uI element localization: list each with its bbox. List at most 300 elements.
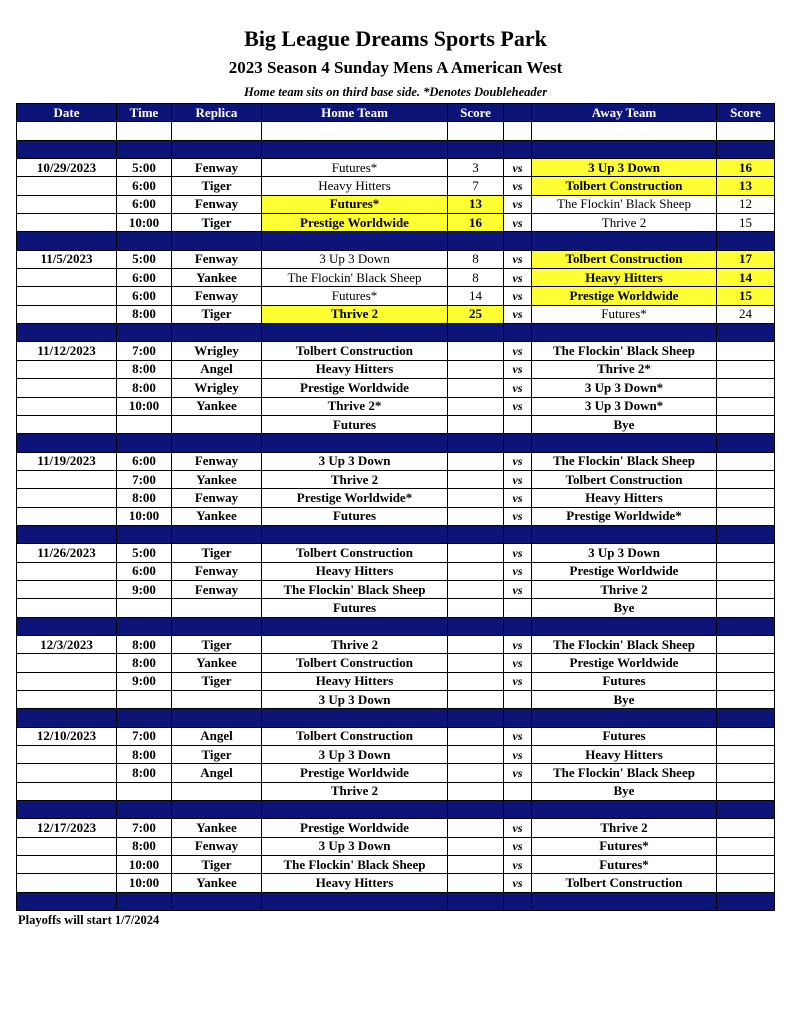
home-score — [448, 507, 504, 525]
game-date — [17, 782, 117, 800]
away-score — [717, 544, 775, 562]
game-time — [117, 599, 172, 617]
game-time: 8:00 — [117, 654, 172, 672]
home-team: Heavy Hitters — [262, 874, 448, 892]
table-row — [17, 672, 775, 690]
away-score — [717, 635, 775, 653]
playoffs-note: Playoffs will start 1/7/2024 — [18, 913, 160, 927]
game-date — [17, 856, 117, 874]
table-row — [17, 580, 775, 598]
away-team: Futures* — [532, 856, 717, 874]
game-date — [17, 214, 117, 232]
away-team: 3 Up 3 Down — [532, 159, 717, 177]
game-time — [117, 415, 172, 433]
table-row — [17, 654, 775, 672]
table-row — [17, 507, 775, 525]
versus-label: vs — [504, 250, 532, 268]
home-score — [448, 782, 504, 800]
game-time: 5:00 — [117, 159, 172, 177]
game-replica: Fenway — [172, 489, 262, 507]
game-replica — [172, 599, 262, 617]
game-time: 9:00 — [117, 580, 172, 598]
game-time: 8:00 — [117, 746, 172, 764]
versus-label: vs — [504, 580, 532, 598]
game-time: 7:00 — [117, 470, 172, 488]
away-team: Tolbert Construction — [532, 874, 717, 892]
game-time: 8:00 — [117, 635, 172, 653]
home-team: 3 Up 3 Down — [262, 691, 448, 709]
away-score — [717, 507, 775, 525]
home-score — [448, 489, 504, 507]
home-team: Futures — [262, 599, 448, 617]
table-row — [17, 415, 775, 433]
home-team: Prestige Worldwide — [262, 764, 448, 782]
home-team: Futures — [262, 507, 448, 525]
versus-label: vs — [504, 379, 532, 397]
away-team: 3 Up 3 Down — [532, 544, 717, 562]
versus-label: vs — [504, 654, 532, 672]
home-score — [448, 764, 504, 782]
table-row — [17, 470, 775, 488]
game-date: 10/29/2023 — [17, 159, 117, 177]
away-score: 17 — [717, 250, 775, 268]
away-score — [717, 746, 775, 764]
home-team: Tolbert Construction — [262, 654, 448, 672]
game-replica: Tiger — [172, 746, 262, 764]
game-time: 10:00 — [117, 214, 172, 232]
versus-label: vs — [504, 819, 532, 837]
versus-label: vs — [504, 764, 532, 782]
home-score — [448, 727, 504, 745]
game-date — [17, 672, 117, 690]
versus-label — [504, 415, 532, 433]
column-header-home-score: Score — [448, 104, 504, 122]
game-date: 11/5/2023 — [17, 250, 117, 268]
table-row — [17, 195, 775, 213]
game-date: 11/19/2023 — [17, 452, 117, 470]
table-row — [17, 782, 775, 800]
game-time: 10:00 — [117, 507, 172, 525]
away-score: 15 — [717, 287, 775, 305]
home-score — [448, 360, 504, 378]
game-replica: Fenway — [172, 195, 262, 213]
game-replica: Fenway — [172, 452, 262, 470]
away-team: Futures — [532, 727, 717, 745]
home-score — [448, 452, 504, 470]
game-date — [17, 305, 117, 323]
away-team: Tolbert Construction — [532, 250, 717, 268]
table-row — [17, 691, 775, 709]
home-score — [448, 342, 504, 360]
game-replica — [172, 415, 262, 433]
table-row — [17, 452, 775, 470]
week-separator — [17, 324, 775, 342]
versus-label: vs — [504, 159, 532, 177]
game-date — [17, 470, 117, 488]
schedule-table — [16, 103, 775, 911]
game-replica: Tiger — [172, 177, 262, 195]
week-separator — [17, 434, 775, 452]
home-score — [448, 635, 504, 653]
table-row — [17, 727, 775, 745]
game-replica: Tiger — [172, 544, 262, 562]
away-team: Bye — [532, 415, 717, 433]
home-score — [448, 379, 504, 397]
away-score — [717, 782, 775, 800]
home-team: The Flockin' Black Sheep — [262, 269, 448, 287]
game-replica: Tiger — [172, 635, 262, 653]
table-row — [17, 819, 775, 837]
versus-label: vs — [504, 397, 532, 415]
week-separator — [17, 892, 775, 910]
home-score — [448, 837, 504, 855]
table-row — [17, 874, 775, 892]
home-score: 7 — [448, 177, 504, 195]
home-team: Tolbert Construction — [262, 544, 448, 562]
away-score — [717, 452, 775, 470]
table-row — [17, 635, 775, 653]
game-replica: Yankee — [172, 507, 262, 525]
schedule-note: Home team sits on third base side. *Denotes Doubleheader — [243, 85, 548, 99]
game-time: 6:00 — [117, 287, 172, 305]
game-replica: Yankee — [172, 819, 262, 837]
column-header-home-team: Home Team — [262, 104, 448, 122]
versus-label — [504, 691, 532, 709]
game-time: 7:00 — [117, 819, 172, 837]
away-score — [717, 342, 775, 360]
home-team: Prestige Worldwide — [262, 819, 448, 837]
home-score — [448, 746, 504, 764]
away-score — [717, 654, 775, 672]
page-subtitle: 2023 Season 4 Sunday Mens A American West — [228, 58, 563, 77]
away-score: 16 — [717, 159, 775, 177]
game-time: 8:00 — [117, 764, 172, 782]
game-date: 12/17/2023 — [17, 819, 117, 837]
game-date — [17, 269, 117, 287]
home-team: Tolbert Construction — [262, 727, 448, 745]
home-team: Futures* — [262, 287, 448, 305]
away-score — [717, 379, 775, 397]
versus-label: vs — [504, 837, 532, 855]
game-time: 6:00 — [117, 195, 172, 213]
home-score — [448, 397, 504, 415]
away-score — [717, 599, 775, 617]
home-team: Heavy Hitters — [262, 672, 448, 690]
away-score: 15 — [717, 214, 775, 232]
versus-label: vs — [504, 470, 532, 488]
game-replica — [172, 691, 262, 709]
game-replica: Tiger — [172, 305, 262, 323]
versus-label: vs — [504, 195, 532, 213]
away-team: Thrive 2* — [532, 360, 717, 378]
away-score — [717, 691, 775, 709]
home-score — [448, 654, 504, 672]
home-score: 3 — [448, 159, 504, 177]
home-score — [448, 580, 504, 598]
away-score — [717, 562, 775, 580]
away-score — [717, 360, 775, 378]
column-header-replica: Replica — [172, 104, 262, 122]
week-separator — [17, 617, 775, 635]
versus-label: vs — [504, 269, 532, 287]
away-team: 3 Up 3 Down* — [532, 379, 717, 397]
versus-label: vs — [504, 305, 532, 323]
table-row — [17, 599, 775, 617]
away-score — [717, 489, 775, 507]
game-time: 6:00 — [117, 177, 172, 195]
versus-label: vs — [504, 177, 532, 195]
game-replica: Yankee — [172, 874, 262, 892]
versus-label: vs — [504, 287, 532, 305]
versus-label — [504, 599, 532, 617]
home-team: Heavy Hitters — [262, 177, 448, 195]
week-separator — [17, 709, 775, 727]
versus-label: vs — [504, 856, 532, 874]
home-team: Thrive 2* — [262, 397, 448, 415]
game-date: 12/10/2023 — [17, 727, 117, 745]
column-header-date: Date — [17, 104, 117, 122]
away-team: Bye — [532, 782, 717, 800]
game-time: 7:00 — [117, 727, 172, 745]
away-team: The Flockin' Black Sheep — [532, 452, 717, 470]
away-team: Thrive 2 — [532, 819, 717, 837]
away-team: Heavy Hitters — [532, 746, 717, 764]
table-row — [17, 159, 775, 177]
away-score: 14 — [717, 269, 775, 287]
table-row — [17, 764, 775, 782]
game-date — [17, 562, 117, 580]
game-replica: Wrigley — [172, 379, 262, 397]
away-team: The Flockin' Black Sheep — [532, 635, 717, 653]
home-score: 8 — [448, 250, 504, 268]
game-replica: Tiger — [172, 672, 262, 690]
home-score — [448, 819, 504, 837]
game-date — [17, 360, 117, 378]
table-row — [17, 379, 775, 397]
home-team: Futures — [262, 415, 448, 433]
game-date — [17, 287, 117, 305]
week-separator — [17, 232, 775, 250]
table-row — [17, 837, 775, 855]
home-score — [448, 562, 504, 580]
home-team: 3 Up 3 Down — [262, 250, 448, 268]
home-score: 16 — [448, 214, 504, 232]
game-replica: Fenway — [172, 837, 262, 855]
away-score — [717, 580, 775, 598]
table-header-row — [17, 104, 775, 122]
home-score — [448, 599, 504, 617]
game-replica: Fenway — [172, 250, 262, 268]
home-score: 14 — [448, 287, 504, 305]
game-replica: Tiger — [172, 856, 262, 874]
away-team: Prestige Worldwide — [532, 654, 717, 672]
away-team: Thrive 2 — [532, 580, 717, 598]
home-team: 3 Up 3 Down — [262, 746, 448, 764]
versus-label: vs — [504, 342, 532, 360]
home-score — [448, 672, 504, 690]
home-team: Prestige Worldwide — [262, 379, 448, 397]
table-row — [17, 214, 775, 232]
game-date — [17, 599, 117, 617]
away-score: 12 — [717, 195, 775, 213]
home-team: Prestige Worldwide — [262, 214, 448, 232]
table-row — [17, 544, 775, 562]
game-date — [17, 837, 117, 855]
away-team: Prestige Worldwide — [532, 287, 717, 305]
week-separator — [17, 801, 775, 819]
away-score — [717, 727, 775, 745]
versus-label: vs — [504, 452, 532, 470]
game-time: 10:00 — [117, 397, 172, 415]
versus-label: vs — [504, 544, 532, 562]
versus-label: vs — [504, 489, 532, 507]
game-time: 8:00 — [117, 489, 172, 507]
away-team: The Flockin' Black Sheep — [532, 764, 717, 782]
away-team: Prestige Worldwide — [532, 562, 717, 580]
column-header-vs — [504, 104, 532, 122]
away-score — [717, 856, 775, 874]
game-time: 8:00 — [117, 305, 172, 323]
home-score — [448, 691, 504, 709]
away-score — [717, 837, 775, 855]
game-date: 12/3/2023 — [17, 635, 117, 653]
away-score: 13 — [717, 177, 775, 195]
game-replica: Yankee — [172, 470, 262, 488]
game-replica: Yankee — [172, 269, 262, 287]
home-score — [448, 856, 504, 874]
away-score — [717, 672, 775, 690]
away-team: Futures* — [532, 305, 717, 323]
game-date — [17, 195, 117, 213]
away-team: Prestige Worldwide* — [532, 507, 717, 525]
home-team: Heavy Hitters — [262, 562, 448, 580]
away-team: 3 Up 3 Down* — [532, 397, 717, 415]
away-score — [717, 470, 775, 488]
game-replica: Fenway — [172, 159, 262, 177]
home-score — [448, 544, 504, 562]
home-score — [448, 415, 504, 433]
game-date — [17, 415, 117, 433]
home-team: 3 Up 3 Down — [262, 837, 448, 855]
game-time: 9:00 — [117, 672, 172, 690]
game-replica: Fenway — [172, 562, 262, 580]
game-replica: Angel — [172, 727, 262, 745]
game-time: 6:00 — [117, 269, 172, 287]
page-title: Big League Dreams Sports Park — [244, 26, 547, 51]
away-team: Tolbert Construction — [532, 470, 717, 488]
home-team: The Flockin' Black Sheep — [262, 580, 448, 598]
away-team: The Flockin' Black Sheep — [532, 195, 717, 213]
game-date — [17, 489, 117, 507]
game-date: 11/12/2023 — [17, 342, 117, 360]
versus-label: vs — [504, 562, 532, 580]
away-score — [717, 397, 775, 415]
column-header-away-score: Score — [717, 104, 775, 122]
versus-label: vs — [504, 635, 532, 653]
game-time — [117, 691, 172, 709]
game-time: 10:00 — [117, 856, 172, 874]
away-team: Bye — [532, 599, 717, 617]
versus-label: vs — [504, 507, 532, 525]
away-team: Thrive 2 — [532, 214, 717, 232]
away-score — [717, 764, 775, 782]
table-row — [17, 305, 775, 323]
table-row — [17, 856, 775, 874]
home-team: Futures* — [262, 195, 448, 213]
game-replica: Fenway — [172, 287, 262, 305]
game-date — [17, 507, 117, 525]
table-row — [17, 177, 775, 195]
game-date — [17, 691, 117, 709]
game-time: 5:00 — [117, 544, 172, 562]
game-time: 7:00 — [117, 342, 172, 360]
game-time: 8:00 — [117, 837, 172, 855]
week-separator — [17, 140, 775, 158]
away-score — [717, 874, 775, 892]
home-team: Tolbert Construction — [262, 342, 448, 360]
game-time: 10:00 — [117, 874, 172, 892]
game-date — [17, 397, 117, 415]
home-team: 3 Up 3 Down — [262, 452, 448, 470]
game-date — [17, 654, 117, 672]
table-row — [17, 489, 775, 507]
game-replica: Yankee — [172, 397, 262, 415]
away-team: Bye — [532, 691, 717, 709]
game-time: 8:00 — [117, 360, 172, 378]
game-date — [17, 580, 117, 598]
home-team: Thrive 2 — [262, 470, 448, 488]
versus-label: vs — [504, 746, 532, 764]
away-team: Heavy Hitters — [532, 269, 717, 287]
game-date — [17, 764, 117, 782]
table-row — [17, 287, 775, 305]
home-score — [448, 470, 504, 488]
home-team: Futures* — [262, 159, 448, 177]
game-replica — [172, 782, 262, 800]
home-score — [448, 874, 504, 892]
home-team: The Flockin' Black Sheep — [262, 856, 448, 874]
blank-row — [17, 122, 775, 140]
away-score — [717, 819, 775, 837]
home-team: Prestige Worldwide* — [262, 489, 448, 507]
versus-label: vs — [504, 727, 532, 745]
game-replica: Angel — [172, 360, 262, 378]
home-score: 8 — [448, 269, 504, 287]
game-replica: Tiger — [172, 214, 262, 232]
game-date — [17, 874, 117, 892]
home-score: 25 — [448, 305, 504, 323]
away-score — [717, 415, 775, 433]
column-header-away-team: Away Team — [532, 104, 717, 122]
table-row — [17, 746, 775, 764]
week-separator — [17, 525, 775, 543]
game-replica: Yankee — [172, 654, 262, 672]
game-date — [17, 746, 117, 764]
game-date: 11/26/2023 — [17, 544, 117, 562]
game-replica: Angel — [172, 764, 262, 782]
away-team: The Flockin' Black Sheep — [532, 342, 717, 360]
game-time: 5:00 — [117, 250, 172, 268]
versus-label — [504, 782, 532, 800]
home-team: Thrive 2 — [262, 305, 448, 323]
home-team: Thrive 2 — [262, 635, 448, 653]
away-score: 24 — [717, 305, 775, 323]
away-team: Futures* — [532, 837, 717, 855]
game-time: 6:00 — [117, 562, 172, 580]
away-team: Heavy Hitters — [532, 489, 717, 507]
table-row — [17, 269, 775, 287]
home-score: 13 — [448, 195, 504, 213]
